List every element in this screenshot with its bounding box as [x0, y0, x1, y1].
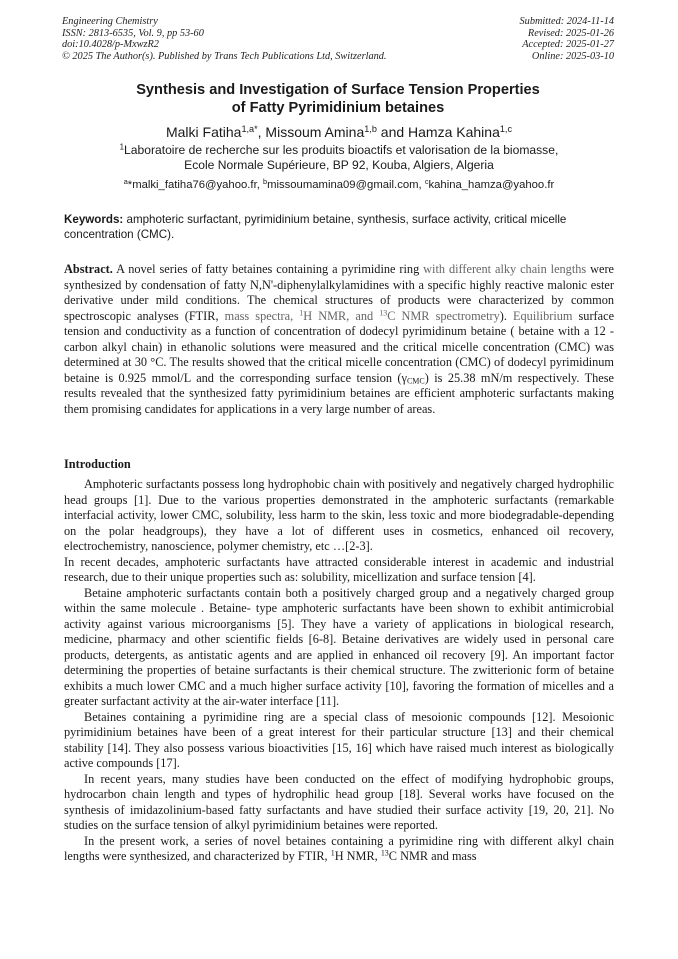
- paragraph-text: H NMR,: [334, 849, 381, 863]
- paragraph: Betaines containing a pyrimidine ring are a special class of mesoionic compounds [12]. Mesoionic pyrimidinium betaines have been of a great interest for their particular structure [13] and their chemical stability [14]. They also possess various bioactivities [15, 16] which have raised much interest as biologically active compounds [17].: [64, 709, 614, 770]
- abstract-text: Equilibrium: [513, 308, 573, 323]
- section-heading-introduction: Introduction: [64, 457, 131, 471]
- email-superscript: a: [123, 176, 128, 186]
- journal-doi[interactable]: doi:10.4028/p-MxwzR2: [62, 39, 159, 51]
- email-link[interactable]: *malki_fatiha76@yahoo.fr,: [127, 179, 263, 191]
- email-link[interactable]: kahina_hamza@yahoo.fr: [428, 179, 555, 191]
- abstract-text: A novel series of fatty betaines containing a pyrimidine ring: [112, 262, 424, 276]
- abstract-subscript: CMC: [406, 376, 425, 386]
- paragraph: In recent years, many studies have been conducted on the effect of modifying hydrophobic groups, hydrocarbon chain length and types of hydrophilic head group [18]. Several works have focused on the synthesis of imidazolinium-based fatty surfactants and have studied their surface activity [19, 20, 21]. No studies on the surface tension of alkyl pyrimidinium betaines were reported.: [64, 771, 614, 832]
- abstract-text: ) is 25.38 mN/m respectively. These results revealed that the synthesized fatty pyrimidinium betaines are efficient amphoteric surfactants making them promising candidates for applications in a very large number of areas.: [64, 370, 614, 416]
- author-superscript: 1,a*: [241, 124, 258, 134]
- affiliation-line-2: Ecole Normale Supérieure, BP 92, Kouba, Algiers, Algeria: [184, 158, 494, 173]
- abstract: [64, 262, 614, 417]
- paragraph-text: In the present work, a series of novel betaines containing a pyrimidine ring with different alkyl chain lengths were synthesized, and characterized by FTIR,: [64, 833, 614, 863]
- author-list: [40, 124, 638, 140]
- paragraph: Betaine amphoteric surfactants contain both a positively charged group and a negatively charged group within the same molecule . Betaine- type amphoteric surfactants have been shown to exhibit antimicrobial activity against various microorganisms [5]. They have a variety of applications in biological research, medicine, pharmacy and other scientific fields [6-8]. Betaine derivatives are widely used in personal care products, detergents, as antistatic agents and are applied in enhanced oil recovery [9]. An important factor determining the properties of betaine surfactants is their chemical structure. The zwitterionic form of betaine exhibits a much lower CMC and a much higher surface activity [10], favoring the formation of micelles and a greater surfactant activity at the air-water interface [11].: [64, 585, 614, 708]
- email-superscript: b: [262, 176, 268, 186]
- copyright-line: © 2025 The Author(s). Published by Trans Tech Publications Ltd, Switzerland.: [62, 50, 387, 62]
- keywords: [64, 212, 614, 243]
- author-superscript: 1,c: [499, 124, 512, 134]
- abstract-text: H NMR, and: [303, 308, 380, 323]
- title-line-1: Synthesis and Investigation of Surface Tension Properties: [136, 82, 540, 98]
- journal-issn: ISSN: 2813-6535, Vol. 9, pp 53-60: [62, 27, 204, 39]
- date-online: Online: 2025-03-10: [531, 50, 614, 62]
- author-superscript: 1,b: [364, 124, 377, 134]
- paragraph: In recent decades, amphoteric surfactants have attracted considerable interest in academic and industrial research, due to their unique properties such as: solubility, micellization and surface tension [4].: [64, 554, 614, 584]
- paragraph-text: C NMR and mass: [388, 849, 477, 863]
- journal-header: [62, 16, 614, 62]
- email-link[interactable]: missoumamina09@gmail.com,: [267, 179, 425, 191]
- date-revised: Revised: 2025-01-26: [527, 27, 614, 39]
- author-name: Hamza Kahina: [408, 124, 500, 140]
- journal-info: [62, 16, 386, 62]
- abstract-label: Abstract.: [64, 262, 113, 276]
- abstract-text: were synthesized by condensation of fatty N,N'-diphenylalkylamidines with a specific highly reactive malonic ester derivative under mild conditions. The chemical structures of products were characterized by common spectroscopic analyses (FTIR,: [64, 262, 615, 323]
- affiliation: [40, 143, 638, 173]
- author-separator: and: [376, 124, 409, 140]
- affiliation-text: Laboratoire de recherche sur les produits bioactifs et valorisation de la biomasse,: [124, 143, 559, 157]
- keywords-text: amphoteric surfactant, pyrimidinium betaine, synthesis, surface activity, critical micelle concentration (CMC).: [64, 213, 567, 242]
- author-emails: [30, 178, 648, 192]
- introduction-body: [64, 477, 614, 865]
- author-name: Malki Fatiha: [165, 124, 242, 140]
- date-accepted: Accepted: 2025-01-27: [522, 39, 614, 51]
- paragraph-superscript: 1: [330, 848, 335, 858]
- date-submitted: Submitted: 2024-11-14: [519, 16, 614, 27]
- publication-dates: [520, 16, 614, 62]
- abstract-text: with different alky chain lengths: [423, 262, 587, 276]
- keywords-label: Keywords:: [64, 213, 124, 226]
- email-superscript: c: [424, 176, 429, 186]
- affiliation-superscript: 1: [119, 142, 125, 152]
- paragraph: Amphoteric surfactants possess long hydrophobic chain with positively and negatively charged hydrophilic head groups [1]. Due to the various properties demonstrated in the amphoteric surfactants (remarkable interfacial activity, lower CMC, solubility, less harm to the skin, less toxic and more biodegradable-depending on the polar headgroups), they have a lot of different uses in cosmetics, enhanced oil recovery, electrochemistry, nanoscience, polymer chemistry, etc …[2-3].: [64, 477, 614, 553]
- affiliation-line-1: [40, 143, 638, 158]
- abstract-text: surface tension and conductivity as a function of concentration of dodecyl pyrimidinum betaine ( betaine with a 12 -carbon alkyl chain) in ethanolic solutions were measured and the critical micelle concentration (CMC) was determined at 30 °C. The results showed that the critical micelle concentration (CMC) of dodecyl pyrimidinum betaine is 0.925 mmol/L and the corresponding surface tension (γ: [64, 308, 615, 385]
- paragraph: [64, 834, 614, 865]
- abstract-superscript: 13: [379, 308, 388, 318]
- author-separator: ,: [257, 124, 266, 140]
- abstract-text: mass spectra,: [224, 308, 300, 323]
- abstract-superscript: 1: [299, 308, 304, 318]
- author-name: Missoum Amina: [265, 124, 365, 140]
- paragraph-superscript: 13: [380, 848, 389, 858]
- paper-title: [62, 82, 614, 117]
- abstract-text: ).: [499, 308, 514, 323]
- journal-name: Engineering Chemistry: [62, 16, 158, 27]
- abstract-text: C NMR spectrometry: [387, 308, 500, 323]
- title-line-2: of Fatty Pyrimidinium betaines: [231, 99, 445, 116]
